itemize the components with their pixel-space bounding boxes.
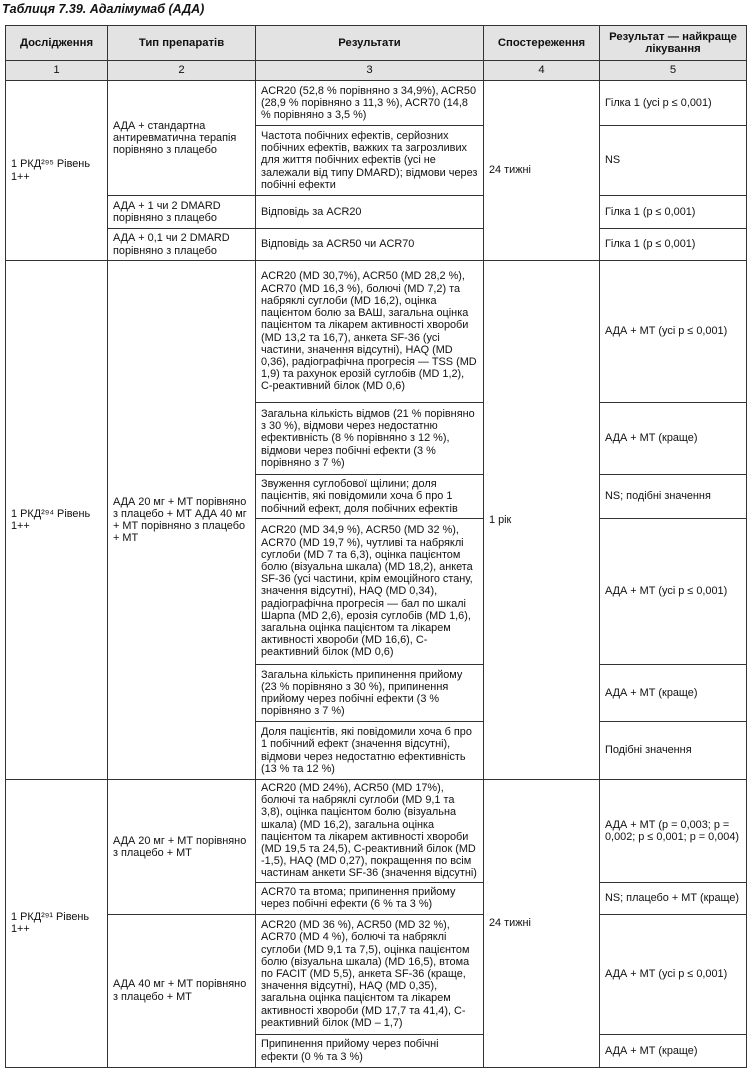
header-cell: Результати	[256, 26, 484, 61]
result-cell: Частота побічних ефектів, серйозних побічних ефектів, важких та загрозливих для життя побічних ефектів (усі не залежали від типу DMARD); відмови через побічні ефекти	[256, 126, 484, 196]
header-cell: Результат — найкраще лікування	[600, 26, 747, 61]
header-cell: Дослідження	[6, 26, 108, 61]
result-cell: ACR20 (52,8 % порівняно з 34,9%), ACR50 (28,9 % порівняно з 11,3 %), ACR70 (14,8 % порівняно з 3,5 %)	[256, 81, 484, 126]
best-treatment-cell: NS	[600, 126, 747, 196]
result-cell: ACR20 (MD 36 %), ACR50 (MD 32 %), ACR70 (MD 4 %), болючі та набряклі суглоби (MD 9,1 та 7,5), оцінка пацієнтом болю (візуальна шкала) (MD 16,5), втома по FACIT (MD 5,5), анкета SF-36 (краще, значення відсутні), HAQ (MD 0,35), загальна оцінка пацієнтом та лікарем активності хвороби (MD 17,7 та 41,4), С-реактивний білок (MD – 1,7)	[256, 914, 484, 1034]
result-cell: Припинення прийому через побічні ефекти (0 % та 3 %)	[256, 1034, 484, 1067]
header-cell: Тип препаратів	[108, 26, 256, 61]
table-row	[6, 229, 747, 261]
table-caption: Таблиця 7.39. Адалімумаб (АДА)	[2, 2, 205, 16]
best-treatment-cell: АДА + МТ (усі p ≤ 0,001)	[600, 519, 747, 665]
result-cell: Загальна кількість відмов (21 % порівняно з 30 %), відмови через недостатню ефективність (8 % порівняно з 12 %), відмови через побічні ефекти (3 % порівняно з 7 %)	[256, 403, 484, 475]
column-number: 1	[6, 61, 108, 81]
column-number: 5	[600, 61, 747, 81]
adalimumab-table	[5, 25, 747, 1068]
drug-cell: АДА + 1 чи 2 DMARD порівняно з плацебо	[108, 196, 256, 229]
column-number: 2	[108, 61, 256, 81]
best-treatment-cell: АДА + МТ (p = 0,003; p = 0,002; p ≤ 0,001; p = 0,004)	[600, 780, 747, 883]
drug-cell: АДА 20 мг + МТ порівняно з плацебо + МТ АДА 40 мг + МТ порівняно з плацебо + МТ	[108, 261, 256, 780]
best-treatment-cell: Гілка 1 (p ≤ 0,001)	[600, 229, 747, 261]
drug-cell: АДА 40 мг + МТ порівняно з плацебо + МТ	[108, 914, 256, 1067]
study-cell: 1 РКД²⁹⁵ Рівень 1++	[6, 81, 108, 261]
column-number: 3	[256, 61, 484, 81]
table-row	[6, 81, 747, 126]
study-cell: 1 РКД²⁹¹ Рівень 1++	[6, 780, 108, 1068]
observation-cell: 1 рік	[484, 261, 600, 780]
result-cell: ACR20 (MD 24%), ACR50 (MD 17%), болючі та набряклі суглоби (MD 9,1 та 3,8), оцінка пацієнтом болю (візуальна шкала) (MD 16,2), загальна оцінка пацієнтом та лікарем активності хвороби (MD 19,5 та 24,5), С-реактивний білок (MD -1,5), HAQ (MD 0,27), покращення по всім частинам анкети SF-36 (значення відсутні)	[256, 780, 484, 883]
table-row	[6, 196, 747, 229]
result-cell: Звуження суглобової щілини; доля пацієнтів, які повідомили хоча б про 1 побічний ефект, доля побічних ефектів	[256, 475, 484, 519]
best-treatment-cell: NS; подібні значення	[600, 475, 747, 519]
result-cell: ACR20 (MD 30,7%), ACR50 (MD 28,2 %), ACR70 (MD 16,3 %), болючі (MD 7,2) та набряклі суглоби (MD 16,2), оцінка пацієнтом болю за ВАШ, загальна оцінка пацієнтом та лікарем активності хвороби (MD 13,2 та 16,7), анкета SF-36 (усі частини, значення відсутні), HAQ (MD 0,36), радіографічна прогресія — TSS (MD 1,9) та рахунок ерозій суглобів (MD 1,2), С-реактивний білок (MD 0,6)	[256, 261, 484, 403]
study-cell: 1 РКД²⁹⁴ Рівень 1++	[6, 261, 108, 780]
result-cell: ACR20 (MD 34,9 %), ACR50 (MD 32 %), ACR70 (MD 19,7 %), чутливі та набряклі суглоби (MD 7 та 6,3), оцінка пацієнтом болю (візуальна шкала) (MD 18,2), анкета SF-36 (усі частини, крім емоційного стану, значення відсутні), HAQ (MD 0,34), радіографічна прогресія — бал по шкалі Шарпа (MD 2,6), ерозія суглобів (MD 1,6), загальна оцінка пацієнтом та лікарем активності хвороби (MD 16,6), С-реактивний білок (MD 0,6)	[256, 519, 484, 665]
table-row	[6, 261, 747, 403]
table-row	[6, 914, 747, 1034]
table-row	[6, 780, 747, 883]
best-treatment-cell: АДА + МТ (краще)	[600, 1034, 747, 1067]
best-treatment-cell: Подібні значення	[600, 722, 747, 780]
best-treatment-cell: Гілка 1 (p ≤ 0,001)	[600, 196, 747, 229]
best-treatment-cell: АДА + МТ (краще)	[600, 403, 747, 475]
column-number: 4	[484, 61, 600, 81]
result-cell: Доля пацієнтів, які повідомили хоча б про 1 побічний ефект (значення відсутні), відмови через недостатню ефективність (13 % та 12 %)	[256, 722, 484, 780]
column-number-row	[6, 61, 747, 81]
result-cell: ACR70 та втома; припинення прийому через побічні ефекти (6 % та 3 %)	[256, 882, 484, 914]
best-treatment-cell: Гілка 1 (усі p ≤ 0,001)	[600, 81, 747, 126]
best-treatment-cell: АДА + МТ (краще)	[600, 665, 747, 722]
best-treatment-cell: NS; плацебо + МТ (краще)	[600, 882, 747, 914]
best-treatment-cell: АДА + МТ (усі p ≤ 0,001)	[600, 914, 747, 1034]
drug-cell: АДА + 0,1 чи 2 DMARD порівняно з плацебо	[108, 229, 256, 261]
result-cell: Загальна кількість припинення прийому (23 % порівняно з 30 %), припинення прийому через побічні ефекти (3 % порівняно з 7 %)	[256, 665, 484, 722]
observation-cell: 24 тижні	[484, 780, 600, 1068]
header-cell: Спостереження	[484, 26, 600, 61]
observation-cell: 24 тижні	[484, 81, 600, 261]
header-row	[6, 26, 747, 61]
result-cell: Відповідь за ACR50 чи ACR70	[256, 229, 484, 261]
drug-cell: АДА + стандартна антиревматична терапія порівняно з плацебо	[108, 81, 256, 196]
result-cell: Відповідь за ACR20	[256, 196, 484, 229]
drug-cell: АДА 20 мг + МТ порівняно з плацебо + МТ	[108, 780, 256, 915]
best-treatment-cell: АДА + МТ (усі p ≤ 0,001)	[600, 261, 747, 403]
